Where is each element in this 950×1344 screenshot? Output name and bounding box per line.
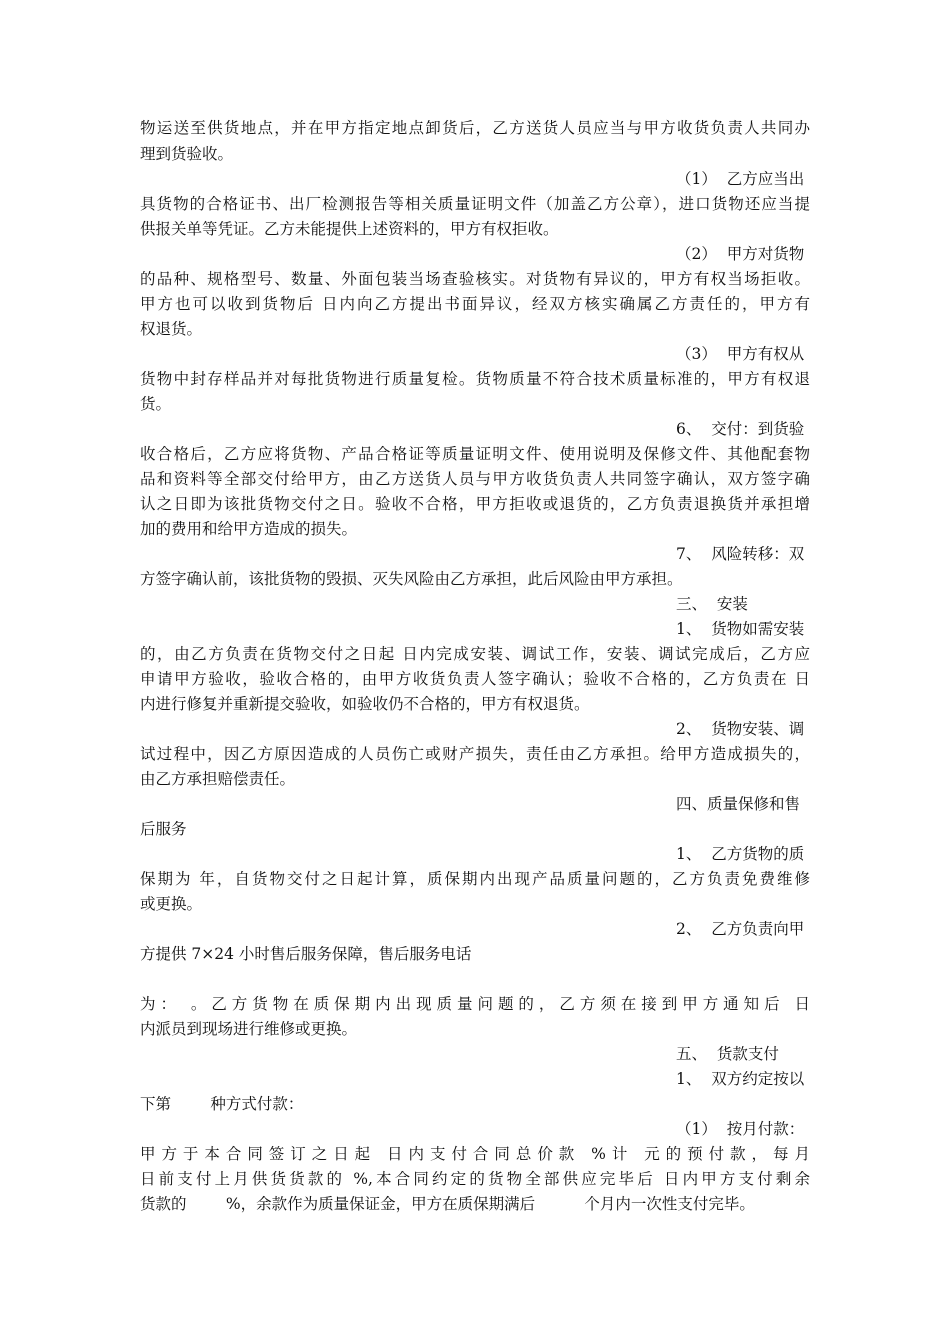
- text-line: 方签字确认前，该批货物的毁损、灭失风险由乙方承担，此后风险由甲方承担。: [140, 570, 683, 588]
- section-heading: 五、 货款支付: [676, 1045, 779, 1063]
- text-line: 内派员到现场进行维修或更换。: [140, 1020, 358, 1038]
- text-line: 品和资料等全部交付给甲方，由乙方送货人员与甲方收货负责人共同签字确认，双方签字确: [140, 470, 810, 488]
- text-line: 为： 。乙方货物在质保期内出现质量问题的，乙方须在接到甲方通知后 日: [140, 995, 810, 1013]
- text-line: 2、 乙方负责向甲: [676, 920, 805, 938]
- text-line: （3） 甲方有权从: [676, 345, 805, 363]
- text-line: 的品种、规格型号、数量、外面包装当场查验核实。对货物有异议的，甲方有权当场拒收。: [140, 270, 810, 288]
- text-line: 货款的 %，余款作为质量保证金，甲方在质保期满后 个月内一次性支付完毕。: [140, 1195, 755, 1213]
- text-line: 甲方也可以收到货物后 日内向乙方提出书面异议，经双方核实确属乙方责任的，甲方有: [140, 295, 810, 313]
- text-line: 物运送至供货地点，并在甲方指定地点卸货后，乙方送货人员应当与甲方收货负责人共同办: [140, 119, 810, 137]
- text-line: 的，由乙方负责在货物交付之日起 日内完成安装、调试工作，安装、调试完成后，乙方应: [140, 645, 810, 663]
- text-line: 2、 货物安装、调: [676, 720, 805, 738]
- text-line: 货。: [140, 395, 172, 413]
- text-line: 由乙方承担赔偿责任。: [140, 770, 296, 788]
- text-line: （2） 甲方对货物: [676, 245, 805, 263]
- text-line: 理到货验收。: [140, 145, 234, 163]
- text-line: 保期为 年，自货物交付之日起计算，质保期内出现产品质量问题的，乙方负责免费维修: [140, 870, 810, 888]
- text-line: 加的费用和给甲方造成的损失。: [140, 520, 358, 538]
- text-line: 1、 乙方货物的质: [676, 845, 805, 863]
- text-line: 甲方于本合同签订之日起 日内支付合同总价款 %计 元的预付款，每月: [140, 1145, 810, 1163]
- text-line: 供报关单等凭证。乙方未能提供上述资料的，甲方有权拒收。: [140, 220, 559, 238]
- section-heading: 三、 安装: [676, 595, 748, 613]
- text-line: 收合格后，乙方应将货物、产品合格证等质量证明文件、使用说明及保修文件、其他配套物: [140, 445, 810, 463]
- section-heading: 后服务: [140, 820, 187, 838]
- text-line: 1、 货物如需安装: [676, 620, 805, 638]
- text-line: 或更换。: [140, 895, 203, 913]
- text-line: 具货物的合格证书、出厂检测报告等相关质量证明文件（加盖乙方公章），进口货物还应当提: [140, 195, 810, 213]
- text-line: 试过程中，因乙方原因造成的人员伤亡或财产损失，责任由乙方承担。给甲方造成损失的，: [140, 745, 810, 763]
- text-line: 6、 交付：到货验: [676, 420, 805, 438]
- text-line: 申请甲方验收，验收合格的，由甲方收货负责人签字确认；验收不合格的，乙方负责在 日: [140, 670, 810, 688]
- text-line: 日前支付上月供货货款的 %,本合同约定的货物全部供应完毕后 日内甲方支付剩余: [140, 1170, 810, 1188]
- section-heading: 四、质量保修和售: [676, 795, 801, 813]
- text-line: 方提供 7×24 小时售后服务保障，售后服务电话: [140, 945, 472, 963]
- text-line: （1） 乙方应当出: [676, 170, 805, 188]
- text-line: 权退货。: [140, 320, 203, 338]
- text-line: （1） 按月付款：: [676, 1120, 805, 1138]
- text-line: 下第 种方式付款：: [140, 1095, 304, 1113]
- text-line: 货物中封存样品并对每批货物进行质量复检。货物质量不符合技术质量标准的，甲方有权退: [140, 370, 810, 388]
- text-line: 1、 双方约定按以: [676, 1070, 805, 1088]
- text-line: 内进行修复并重新提交验收，如验收仍不合格的，甲方有权退货。: [140, 695, 590, 713]
- text-line: 认之日即为该批货物交付之日。验收不合格，甲方拒收或退货的，乙方负责退换货并承担增: [140, 495, 810, 513]
- text-line: 7、 风险转移：双: [676, 545, 805, 563]
